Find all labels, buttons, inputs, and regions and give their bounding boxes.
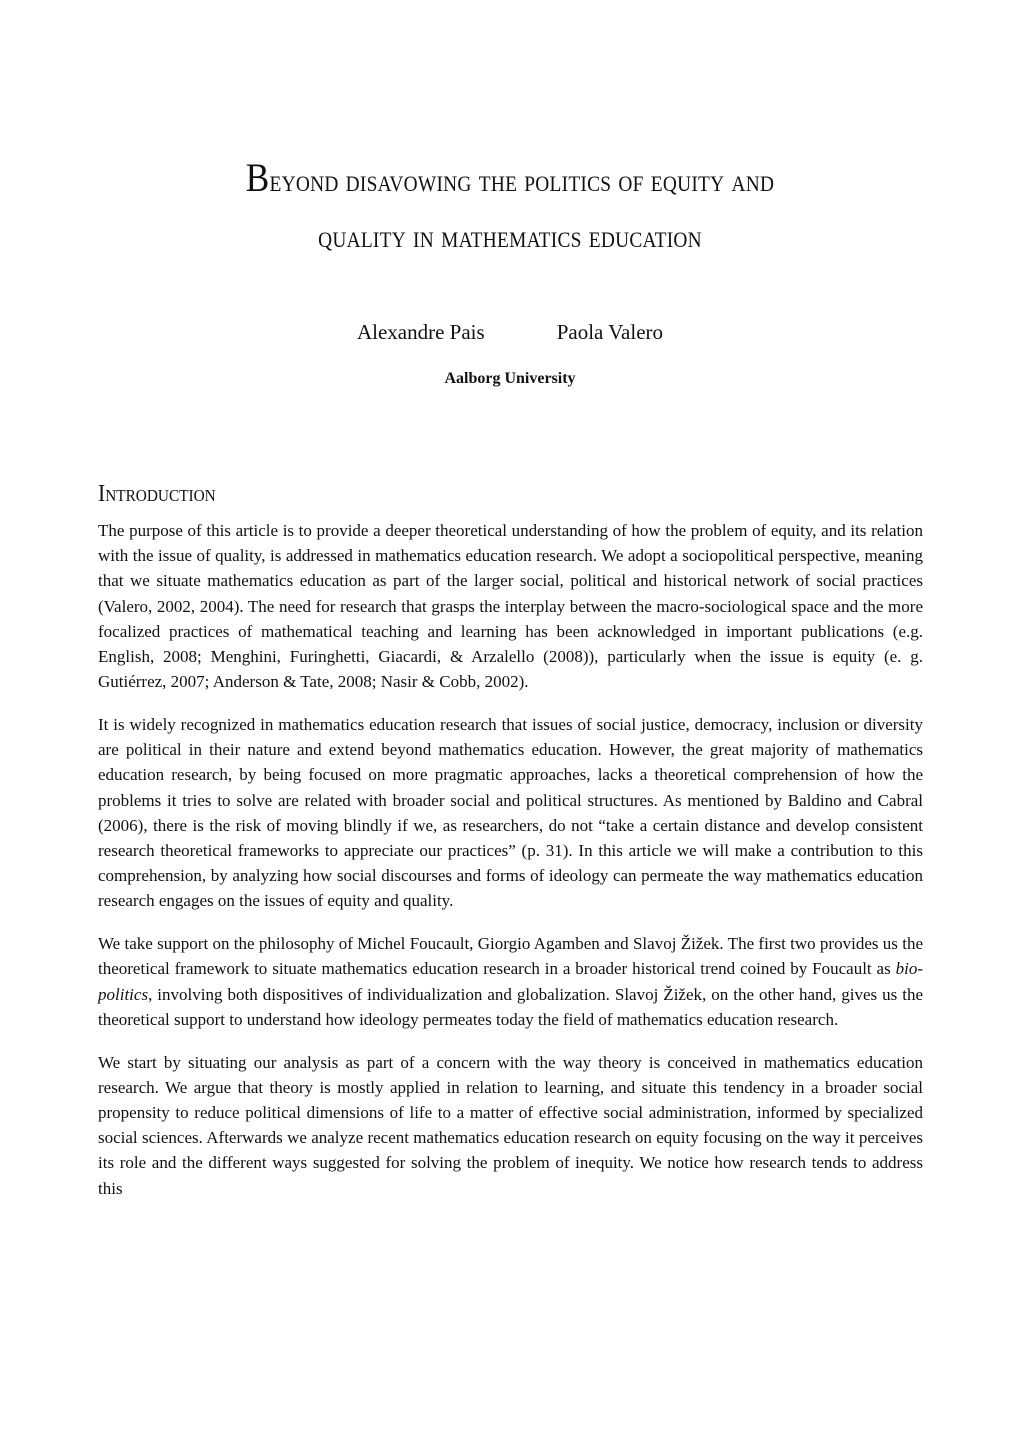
paragraph: We start by situating our analysis as part of a concern with the way theory is conceived in mathematics education research. We argue that theory is mostly applied in relation to learning, and situate this tendency in a broader social propensity to reduce political dimensions of life to a matter of effective social administration, informed by specialized social sciences. Afterwards we analyze recent mathematics education research on equity focusing on the way it perceives its role and the different ways suggested for solving the problem of inequity. We notice how research tends to address this xyxy=(98,1052,923,1198)
section-heading-introduction: Introduction xyxy=(98,481,216,507)
title-line-1-rest: eyond disavowing the politics of equity and xyxy=(269,163,775,198)
paragraph-text: We take support on the philosophy of Michel Foucault, Giorgio Agamben and Slavoj Žižek. The first two provides us the theoretical framework to situate mathematics education research in a broader historical trend coined by Foucault as xyxy=(98,934,923,979)
affiliation: Aalborg University xyxy=(444,370,576,387)
italic-term: bio-politics xyxy=(98,959,923,1004)
paragraph: The purpose of this article is to provide a deeper theoretical understanding of how the problem of equity, and its relation with the issue of quality, is addressed in mathematics education research. We adopt a sociopolitical perspective, meaning that we situate mathematics education as part of the larger social, political and historical network of social practices (Valero, 2002, 2004). The need for research that grasps the interplay between the macro-sociological space and the more focalized practices of mathematical teaching and learning has been acknowledged in important publications (e.g. English, 2008; Menghini, Furinghetti, Giacardi, & Arzalello (2008)), particularly when the issue is equity (e. g. Gutiérrez, 2007; Anderson & Tate, 2008; Nasir & Cobb, 2002). xyxy=(98,521,923,692)
author-name: Paola Valero xyxy=(556,320,664,344)
author-name: Alexandre Pais xyxy=(356,320,485,344)
title-line-1 xyxy=(114,150,906,209)
paragraph-text: , involving both dispositives of individualization and globalization. Slavoj Žižek, on the other hand, gives us the theoretical support to understand how ideology permeates today the field of mathematics education research. xyxy=(98,984,923,1029)
paragraph xyxy=(98,931,923,1032)
paper-title xyxy=(114,150,906,265)
title-line-2: quality in mathematics education xyxy=(318,219,702,254)
body-text xyxy=(98,518,923,1218)
author-list xyxy=(0,320,1020,345)
title-initial: B xyxy=(245,155,270,200)
paragraph: It is widely recognized in mathematics education research that issues of social justice, democracy, inclusion or diversity are political in their nature and extend beyond mathematics education. However, the great majority of mathematics education research, by being focused on more pragmatic approaches, lacks a theoretical comprehension of how the problems it tries to solve are related with broader social and political structures. As mentioned by Baldino and Cabral (2006), there is the risk of moving blindly if we, as researchers, do not “take a certain distance and develop consistent research theoretical frameworks to appreciate our practices” (p. 31). In this article we will make a contribution to this comprehension, by analyzing how social discourses and forms of ideology can permeate the way mathematics education research engages on the issues of equity and quality. xyxy=(98,715,923,911)
